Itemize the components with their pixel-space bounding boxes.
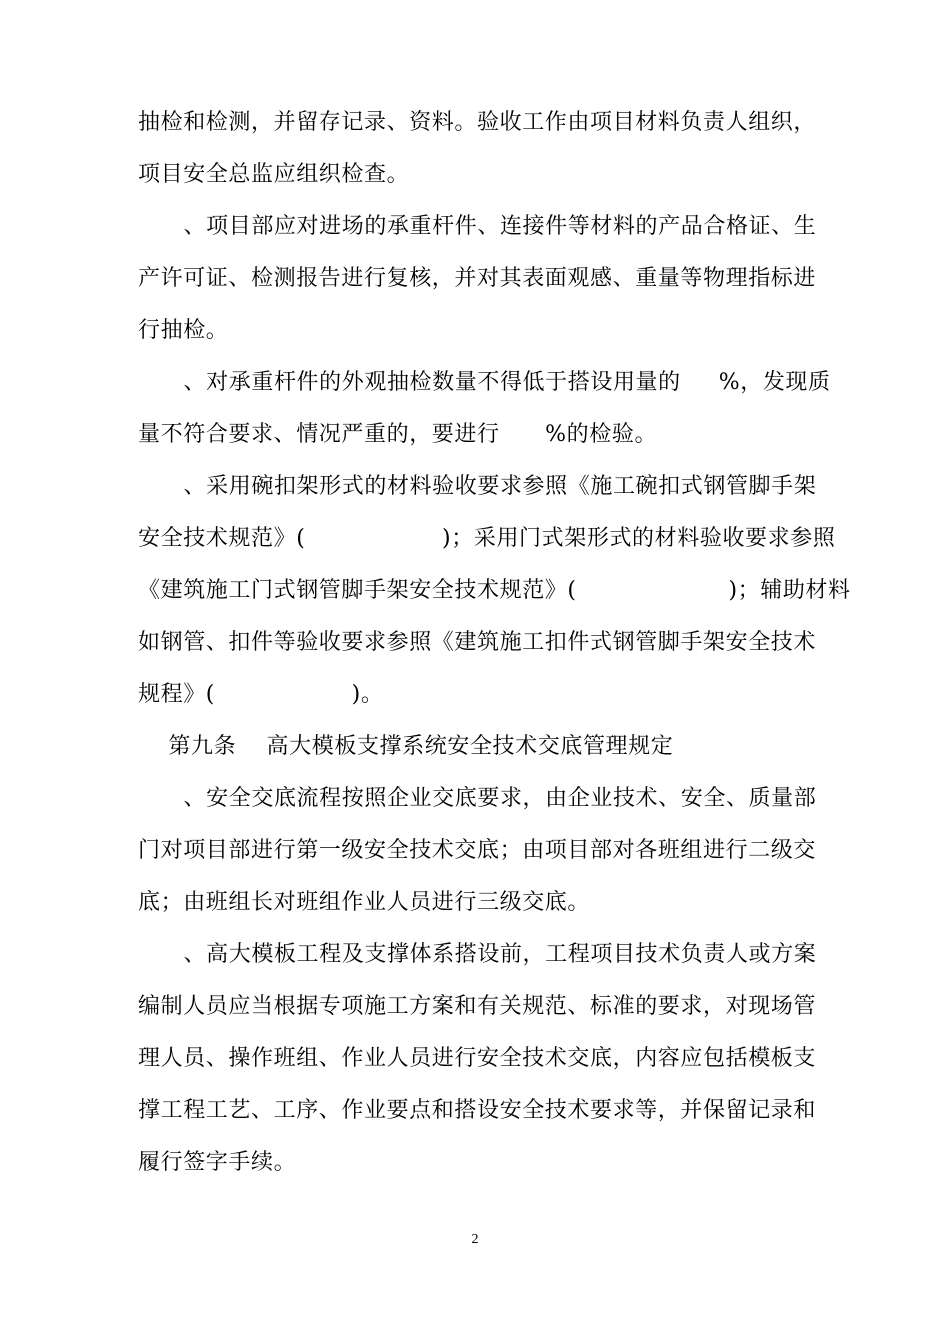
- text-line: 门对项目部进行第一级安全技术交底；由项目部对各班组进行二级交: [138, 838, 817, 863]
- text-line: 编制人员应当根据专项施工方案和有关规范、标准的要求，对现场管: [138, 994, 817, 1019]
- text-line: 《建筑施工门式钢管脚手架安全技术规范》( )；辅助材料: [138, 578, 851, 603]
- text-line: 如钢管、扣件等验收要求参照《建筑施工扣件式钢管脚手架安全技术: [138, 630, 817, 655]
- text-line: 底；由班组长对班组作业人员进行三级交底。: [138, 890, 591, 915]
- text-line: 规程》( )。: [138, 682, 384, 707]
- text-line: 、对承重杆件的外观抽检数量不得低于搭设用量的 %，发现质: [138, 370, 831, 395]
- text-line: 履行签字手续。: [138, 1150, 297, 1175]
- page-number: 2: [471, 1232, 479, 1247]
- text-line: 项目安全总监应组织检查。: [138, 162, 410, 187]
- section-heading: 第九条 高大模板支撑系统安全技术交底管理规定: [138, 734, 674, 759]
- text-line: 撑工程工艺、工序、作业要点和搭设安全技术要求等，并保留记录和: [138, 1098, 817, 1123]
- text-line: 抽检和检测，并留存记录、资料。验收工作由项目材料负责人组织，: [138, 110, 817, 135]
- text-line: 安全技术规范》( )；采用门式架形式的材料验收要求参照: [138, 526, 836, 551]
- text-line: 、安全交底流程按照企业交底要求，由企业技术、安全、质量部: [138, 786, 817, 811]
- text-line: 、采用碗扣架形式的材料验收要求参照《施工碗扣式钢管脚手架: [138, 474, 817, 499]
- text-line: 理人员、操作班组、作业人员进行安全技术交底，内容应包括模板支: [138, 1046, 817, 1071]
- text-line: 量不符合要求、情况严重的，要进行 %的检验。: [138, 422, 658, 447]
- text-line: 产许可证、检测报告进行复核，并对其表面观感、重量等物理指标进: [138, 266, 817, 291]
- text-line: 行抽检。: [138, 318, 229, 343]
- text-line: 、项目部应对进场的承重杆件、连接件等材料的产品合格证、生: [138, 214, 817, 239]
- text-line: 、高大模板工程及支撑体系搭设前，工程项目技术负责人或方案: [138, 942, 817, 967]
